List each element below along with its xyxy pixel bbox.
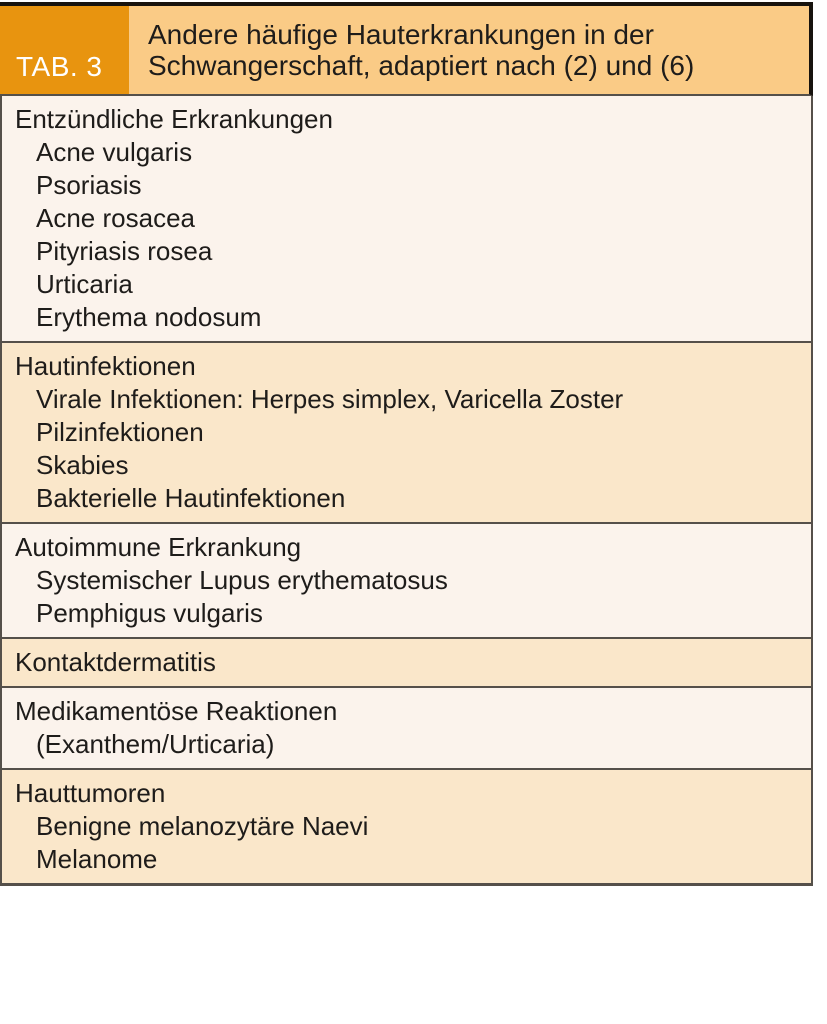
section-heading: Kontaktdermatitis: [15, 647, 216, 677]
section-item: Acne rosacea: [36, 203, 195, 233]
section-hauttumoren: [2, 768, 811, 883]
section-entzuendliche-erkrankungen: [2, 96, 811, 341]
table-header: [0, 2, 813, 96]
section-item: Bakterielle Hautinfektionen: [36, 483, 346, 513]
table-title: Andere häufige Hauterkrankungen in der Schwangerschaft, adaptiert nach (2) und (6): [148, 19, 695, 81]
section-heading: Autoimmune Erkrankung: [15, 532, 302, 562]
section-heading: Entzündliche Erkrankungen: [15, 104, 333, 134]
section-item: Melanome: [36, 844, 158, 874]
section-hautinfektionen: [2, 341, 811, 522]
section-item: Benigne melanozytäre Naevi: [36, 811, 369, 841]
table-3-figure: [0, 2, 813, 886]
section-heading: Hauttumoren: [15, 778, 166, 808]
section-item: Psoriasis: [36, 170, 142, 200]
section-item: Acne vulgaris: [36, 137, 193, 167]
section-item: (Exanthem/Urticaria): [36, 729, 275, 759]
section-item: Erythema nodosum: [36, 302, 262, 332]
section-item: Urticaria: [36, 269, 133, 299]
section-item: Virale Infektionen: Herpes simplex, Varicella Zoster: [36, 384, 624, 414]
section-heading: Hautinfektionen: [15, 351, 196, 381]
section-heading: Medikamentöse Reaktionen: [15, 696, 338, 726]
section-item: Pilzinfektionen: [36, 417, 204, 447]
table-number-badge: TAB. 3: [0, 6, 129, 94]
section-autoimmune-erkrankung: [2, 522, 811, 637]
table-body: [0, 96, 813, 886]
section-item: Skabies: [36, 450, 129, 480]
section-item: Pityriasis rosea: [36, 236, 213, 266]
section-kontaktdermatitis: [2, 637, 811, 686]
section-medikamentoese-reaktionen: [2, 686, 811, 768]
section-item: Systemischer Lupus erythematosus: [36, 565, 448, 595]
section-item: Pemphigus vulgaris: [36, 598, 263, 628]
table-title-cell: [129, 6, 809, 94]
